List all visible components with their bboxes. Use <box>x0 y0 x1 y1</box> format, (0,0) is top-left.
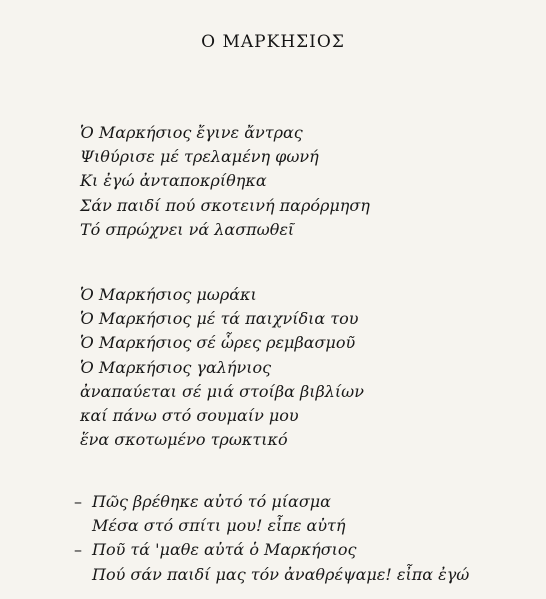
poem-line <box>0 356 546 380</box>
poem-line-text: Ὁ Μαρκήσιος μέ τά παιχνίδια του <box>80 309 359 329</box>
stanza-3 <box>0 490 546 587</box>
poem-line <box>0 218 546 242</box>
poem-line <box>0 169 546 193</box>
poem-line-text: Πῶς βρέθηκε αὐτό τό μίασμα <box>92 492 331 511</box>
dialogue-dash: – <box>74 540 82 560</box>
dialogue-dash: – <box>74 492 82 511</box>
poem-line-text: ἕνα σκοτωμένο τρωκτικό <box>80 430 288 450</box>
poem-line <box>0 194 546 218</box>
poem-line-text: ἀναπαύεται σέ μιά στοίβα βιβλίων <box>80 381 364 401</box>
poem-line <box>0 380 546 404</box>
poem-line <box>0 145 546 169</box>
poem-line <box>0 283 546 307</box>
poem-line-text: Ὁ Μαρκήσιος σέ ὧρες ρεμβασμοῦ <box>80 333 356 353</box>
poem-line-text: Ποῦ τά 'μαθε αὐτά ὁ Μαρκήσιος <box>92 540 357 560</box>
stanza-1 <box>0 121 546 242</box>
poem-line-text: Μέσα στό σπίτι μου! εἶπε αὐτή <box>92 516 346 536</box>
poem-line <box>0 307 546 331</box>
poem-line-text: Ψιθύρισε μέ τρελαμένη φωνή <box>80 147 319 167</box>
poem-line <box>0 538 546 562</box>
poem-line <box>0 404 546 428</box>
poem-title: Ο ΜΑΡΚΗΣΙΟΣ <box>201 32 345 52</box>
poem-line <box>0 121 546 145</box>
poem-line-text: καί πάνω στό σουμαίν μου <box>80 405 299 425</box>
poem-line-text: Σάν παιδί πού σκοτεινή παρόρμηση <box>80 195 370 215</box>
poem-line-text: Ὁ Μαρκήσιος ἔγινε ἄντρας <box>80 123 303 142</box>
poem-line <box>0 490 546 514</box>
poem-line <box>0 514 546 538</box>
poem-line-text: Πού σάν παιδί μας τόν ἀναθρέψαμε! εἶπα ἐγώ <box>92 564 470 584</box>
poem-line-text: Ὁ Μαρκήσιος μωράκι <box>80 285 257 304</box>
poem-line <box>0 331 546 355</box>
poem-line-text: Κι ἐγώ ἀνταποκρίθηκα <box>80 171 267 191</box>
poem-line-text: Τό σπρώχνει νά λασπωθεῖ <box>80 219 295 239</box>
stanza-2 <box>0 283 546 452</box>
poem-line <box>0 563 546 587</box>
poem-line <box>0 428 546 452</box>
poem-line-text: Ὁ Μαρκήσιος γαλήνιος <box>80 357 272 377</box>
